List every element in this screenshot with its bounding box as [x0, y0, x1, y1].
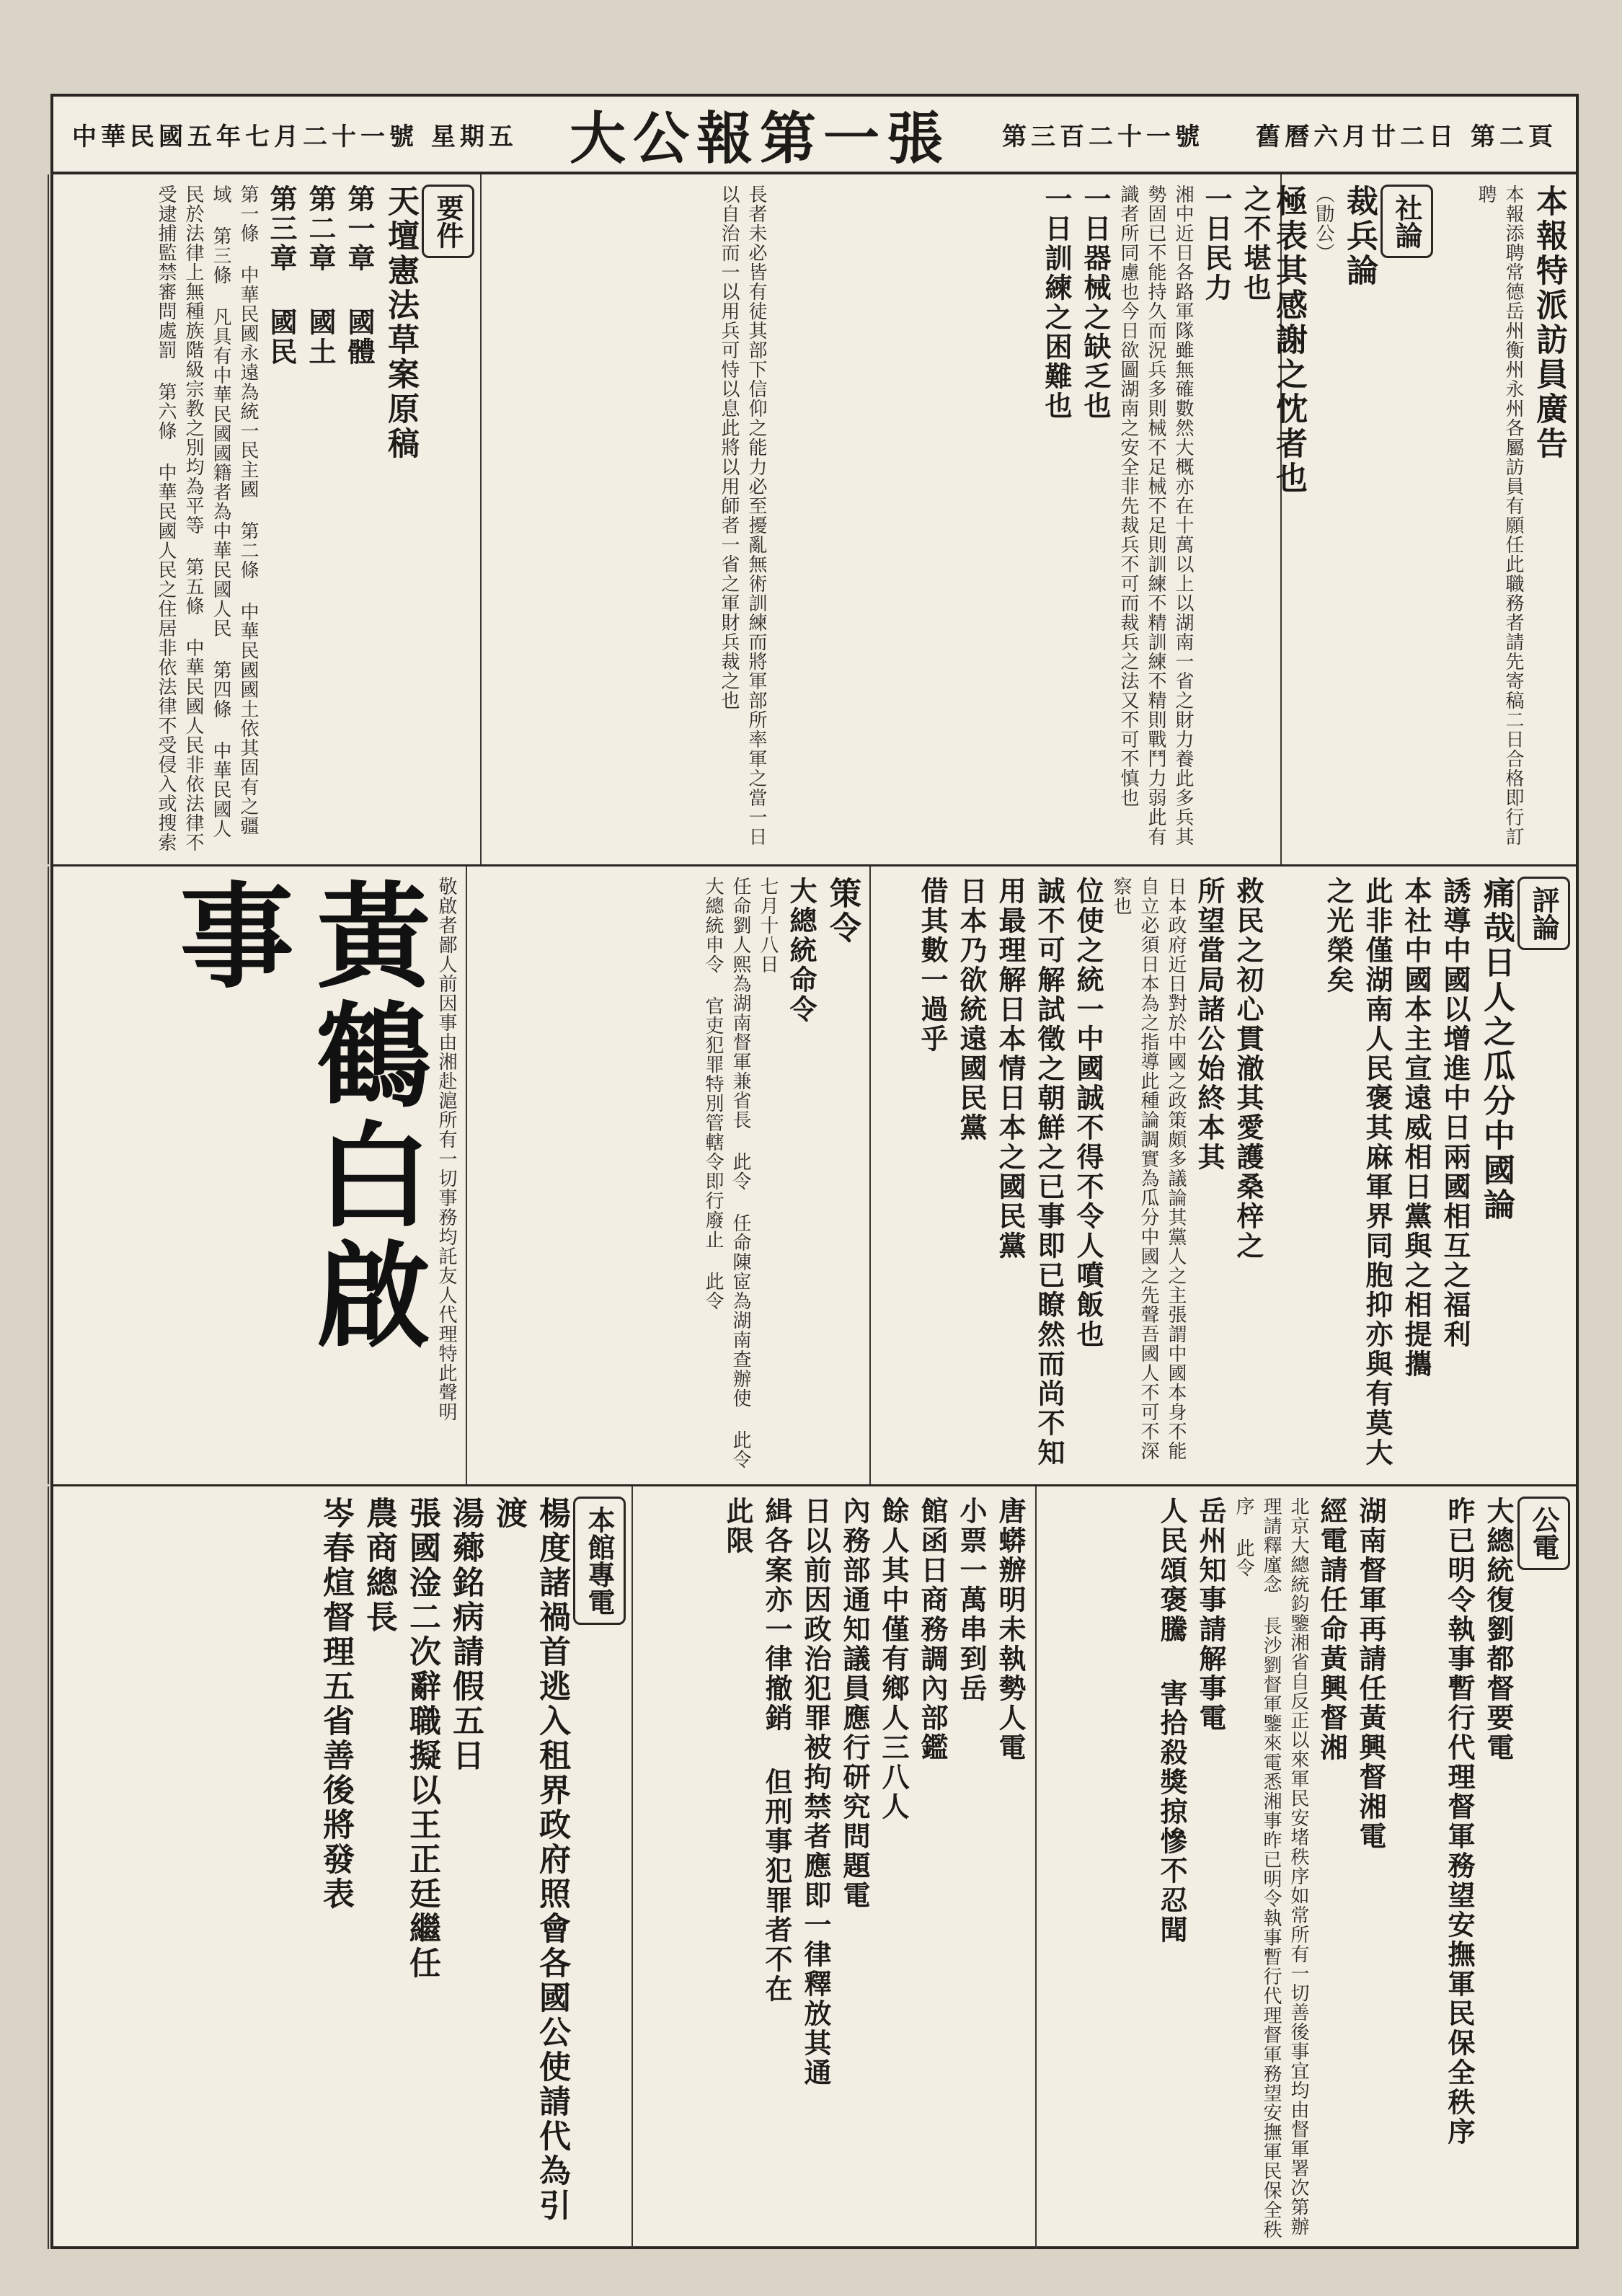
telegram-label: 公電: [1517, 1497, 1570, 1570]
decree-column: [466, 866, 869, 1484]
local-telegram-column: [48, 1486, 631, 2249]
bottom-section: [53, 1486, 1576, 2249]
newspaper-page: [50, 94, 1579, 2249]
editorial2-heading-4: 誠不可解試徵之朝鮮之已事即已瞭然而尚不知: [1033, 877, 1065, 1468]
editorial-continuation: [480, 174, 776, 864]
telegram-heading-8: 此限: [722, 1497, 754, 1556]
editorial-heading-1: 極表其感謝之忱者也: [1270, 185, 1307, 496]
local-title-3: 張國淦二次辭職擬以王正廷繼任: [404, 1497, 440, 1981]
notice-column: [1439, 174, 1576, 864]
constitution-chapter-3: 第三章 國民: [265, 185, 298, 367]
masthead-issue: 第三百二十一號: [1002, 122, 1205, 151]
decree-body: 任命劉人熙為湖南督軍兼省長 此令 任命陳宧為湖南查辦使 此令 大總統申令 官吏犯罪特別管轄令即行廢止 此令: [702, 877, 751, 1469]
top-section: [53, 174, 1576, 866]
telegram-title-5: 內務部通知議員應行研究問題電: [838, 1497, 871, 1910]
telegram-title-4: 唐蟒辦明未執勢人電: [994, 1497, 1027, 1763]
telegram-title-1: 大總統復劉都督要電: [1482, 1497, 1515, 1763]
local-title-1: 楊度諸禍首逃入租界政府照會各國公使請代為引渡: [490, 1497, 570, 2223]
editorial-label: 社論: [1381, 185, 1433, 258]
notice-text: 本報添聘常德岳州衡州永州各屬訪員有願任此職務者請先寄稿二日合格即行訂聘: [1475, 185, 1524, 846]
editorial-heading-5: 一日訓練之困難也: [1040, 185, 1073, 421]
commentary-heading-1: 誘導中國以增進中日兩國相互之福利: [1439, 877, 1471, 1349]
local-title-5: 岑春煊督理五省善後將發表: [317, 1497, 354, 1912]
constitution-chapter-2: 第二章 國土: [304, 185, 337, 367]
advertisement-brush-text: 黃鶴白啟事: [161, 877, 431, 1355]
telegram-title-2: 湖南督軍再請任黃興督湘電: [1355, 1497, 1387, 1851]
local-title-2: 湯薌銘病請假五日: [447, 1497, 484, 1773]
telegram-heading-5: 餘人其中僅有鄉人三八人: [877, 1497, 910, 1822]
telegram-body: 北京大總統鈞鑒湘省自反正以來軍民安堵秩序如常所有一切善後事宜均由督軍署次第辦理請釋廑念 長沙劉督軍鑒來電悉湘事昨已明令執事暫行代理督軍務望安撫軍民保全秩序 此令: [1233, 1497, 1309, 2239]
editorial2-heading-7: 借其數一過乎: [916, 877, 949, 1054]
commentary-heading-2: 本社中國本主宣遠威相日黨與之相提攜: [1400, 877, 1432, 1379]
editorial-head-column: [1270, 174, 1439, 864]
telegram-column-2: [1035, 1486, 1396, 2249]
advertisement-column: [48, 866, 466, 1484]
editorial-body: 湘中近日各路軍隊雖無確數然大概亦在十萬以上以湖南一省之財力養此多兵其勢固已不能持久而況兵多則械不足械不足則訓練不精訓練不精則戰鬥力弱此有識者所同慮也今日欲圖湖南之安全非先裁兵不可而裁兵之法又不可不慎也: [1117, 185, 1194, 846]
editorial-heading-3: 一日民力: [1200, 185, 1233, 303]
local-telegram-label: 本館專電: [573, 1497, 626, 1625]
notice-title: 本報特派訪員廣告: [1530, 185, 1567, 461]
telegram-heading-7: 緝各案亦一律撤銷 但刑事犯罪者不在: [761, 1497, 793, 2004]
advertisement-side-text: 敬啟者鄙人前因事由湘赴滬所有一切事務均託友人代理特此聲明: [435, 877, 457, 1422]
constitution-chapter-1: 第一章 國體: [343, 185, 376, 367]
constitution-body: 第一條 中華民國永遠為統一民主國 第二條 中華民國國土依其固有之疆域 第三條 凡具有中華民國國籍者為中華民國人民 第四條 中華民國人民於法律上無種族階級宗教之別均為平等 第五條 中華民國人民非依法律不受逮捕監禁審問處罰 第六條 中華民國人民之住居非依法律不受侵入或搜索: [155, 185, 259, 852]
editorial2-heading-6: 日本乃欲統遠國民黨: [955, 877, 988, 1143]
commentary-title: 痛哉日人之瓜分中國論: [1478, 877, 1515, 1223]
telegram-title-6: 小票一萬串到岳: [955, 1497, 988, 1703]
telegram-heading-1: 昨已明令執事暫行代理督軍務望安撫軍民保全秩序: [1443, 1497, 1476, 2147]
commentary-body-column: [869, 866, 1273, 1484]
masthead-date-left: 中華民國五年七月二十一號 星期五: [72, 122, 518, 151]
commentary-label: 評論: [1517, 877, 1570, 950]
editorial-byline: （勖公）: [1313, 185, 1334, 262]
masthead-title: 大公報第一張: [569, 106, 950, 172]
editorial-body-column: [776, 174, 1280, 864]
decree-title: 大總統命令: [785, 877, 817, 1024]
editorial2-heading-2: 所望當局諸公始終本其: [1193, 877, 1226, 1172]
decree-label: 策令: [824, 877, 861, 946]
middle-section: [53, 866, 1576, 1486]
masthead-date-right: 舊曆六月廿二日 第二頁: [1256, 122, 1557, 151]
telegram-heading-6: 日以前因政治犯罪被拘禁者應即一律釋放其通: [799, 1497, 832, 2088]
commentary-column: [1273, 866, 1576, 1484]
editorial-heading-2: 之不堪也: [1239, 185, 1272, 303]
editorial-continuation-text: 長者未必皆有徒其部下信仰之能力必至擾亂無術訓練而將軍部所率軍之當一日以自治而一以用兵可恃以息此將以用師者一省之軍財兵裁之也: [718, 185, 767, 846]
commentary-heading-3: 此非僅湖南人民褒其麻軍界同胞抑亦與有莫大之光榮矣: [1322, 877, 1393, 1468]
telegram-head-column: [1396, 1486, 1576, 2249]
constitution-column: [48, 174, 480, 864]
masthead: [53, 97, 1576, 174]
editorial-title: 裁兵論: [1341, 185, 1378, 288]
editorial2-heading-5: 用最理解日本情日本之國民黨: [994, 877, 1027, 1261]
editorial-heading-4: 一日器械之缺乏也: [1079, 185, 1112, 421]
telegram-heading-4: 館函日商務調內部鑑: [916, 1497, 949, 1763]
editorial2-heading-3: 位使之統一中國誠不得不令人噴飯也: [1072, 877, 1104, 1349]
constitution-title: 天壇憲法草案原稿: [382, 185, 419, 461]
telegram-heading-3: 人民頌褒騰 害拾殺獎掠慘不忍聞: [1156, 1497, 1188, 1945]
important-docs-label: 要件: [422, 185, 474, 258]
local-title-4: 農商總長: [360, 1497, 397, 1635]
editorial2-heading-1: 救民之初心貫澈其愛護桑梓之: [1232, 877, 1264, 1261]
decree-date: 七月十八日: [757, 877, 779, 974]
telegram-title-3: 岳州知事請解事電: [1195, 1497, 1227, 1733]
telegram-column-3: [631, 1486, 1035, 2249]
telegram-heading-2: 經電請任命黃興督湘: [1316, 1497, 1348, 1763]
commentary-body: 日本政府近日對於中國之政策頗多議論其黨人之主張謂中國本身不能自立必須日本為之指導此種論調實為瓜分中國之先聲吾國人不可不深察也: [1110, 877, 1187, 1461]
